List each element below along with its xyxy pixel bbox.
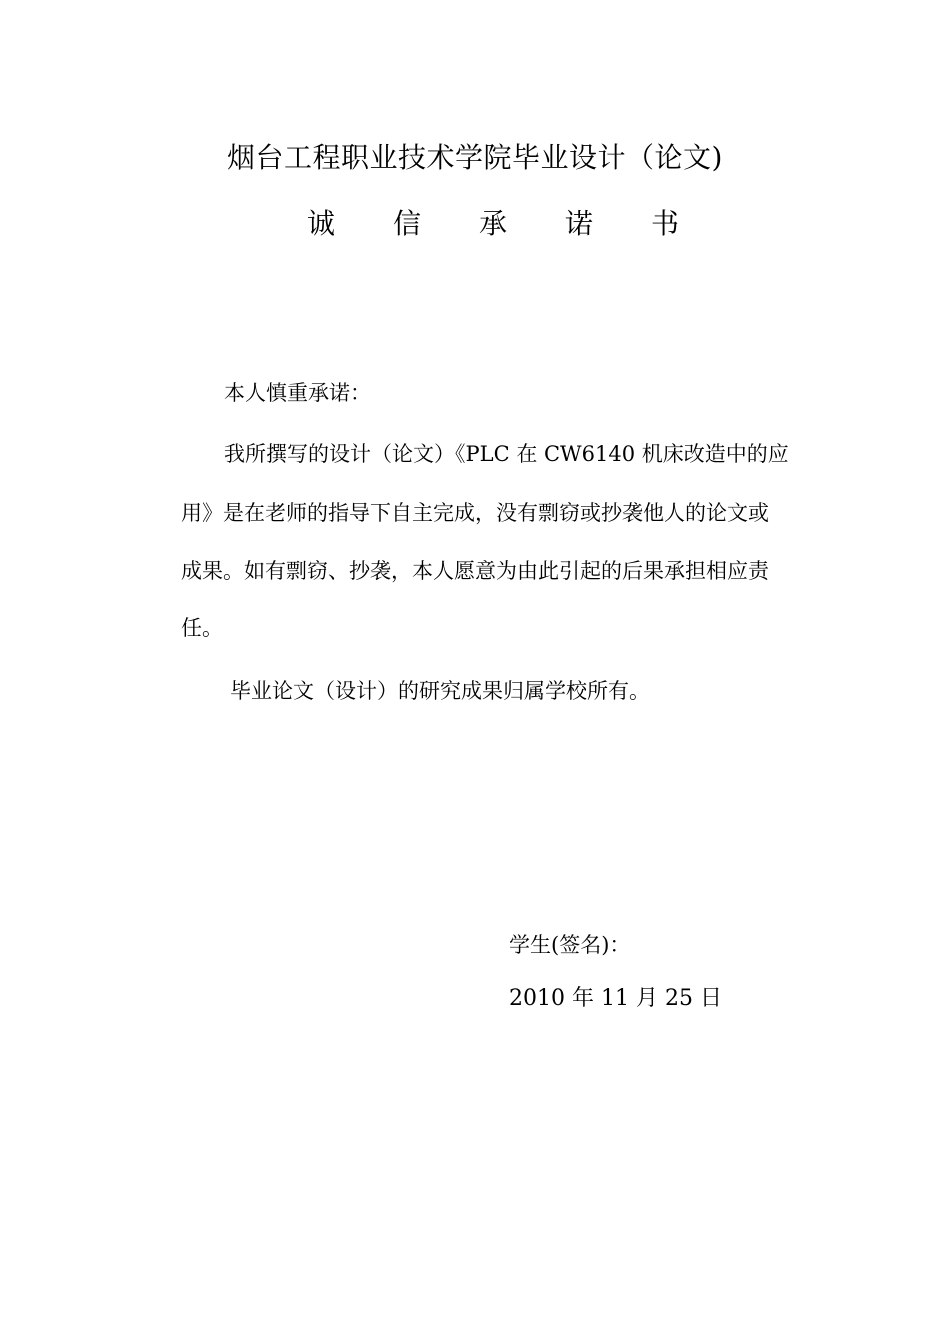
signature-label: 学生(签名)：	[509, 933, 631, 957]
subtitle-char: 诚	[307, 207, 336, 240]
document-title: 烟台工程职业技术学院毕业设计（论文)	[227, 141, 723, 174]
signature-date: 2010 年 11 月 25 日	[509, 986, 722, 1011]
document-subtitle	[0, 206, 950, 242]
body-line: 用》是在老师的指导下自主完成，没有剽窃或抄袭他人的论文或	[181, 501, 769, 525]
subtitle-char: 承	[479, 207, 508, 240]
subtitle-char: 信	[393, 207, 422, 240]
intro-text: 本人慎重承诺：	[224, 381, 371, 405]
subtitle-char: 诺	[565, 207, 594, 240]
body-line: 任。	[181, 616, 223, 640]
body-line: 我所撰写的设计（论文）《PLC 在 CW6140 机床改造中的应	[224, 442, 789, 466]
ownership-statement: 毕业论文（设计）的研究成果归属学校所有。	[230, 679, 650, 703]
body-line: 成果。如有剽窃、抄袭，本人愿意为由此引起的后果承担相应责	[181, 559, 769, 583]
subtitle-char: 书	[651, 207, 680, 240]
